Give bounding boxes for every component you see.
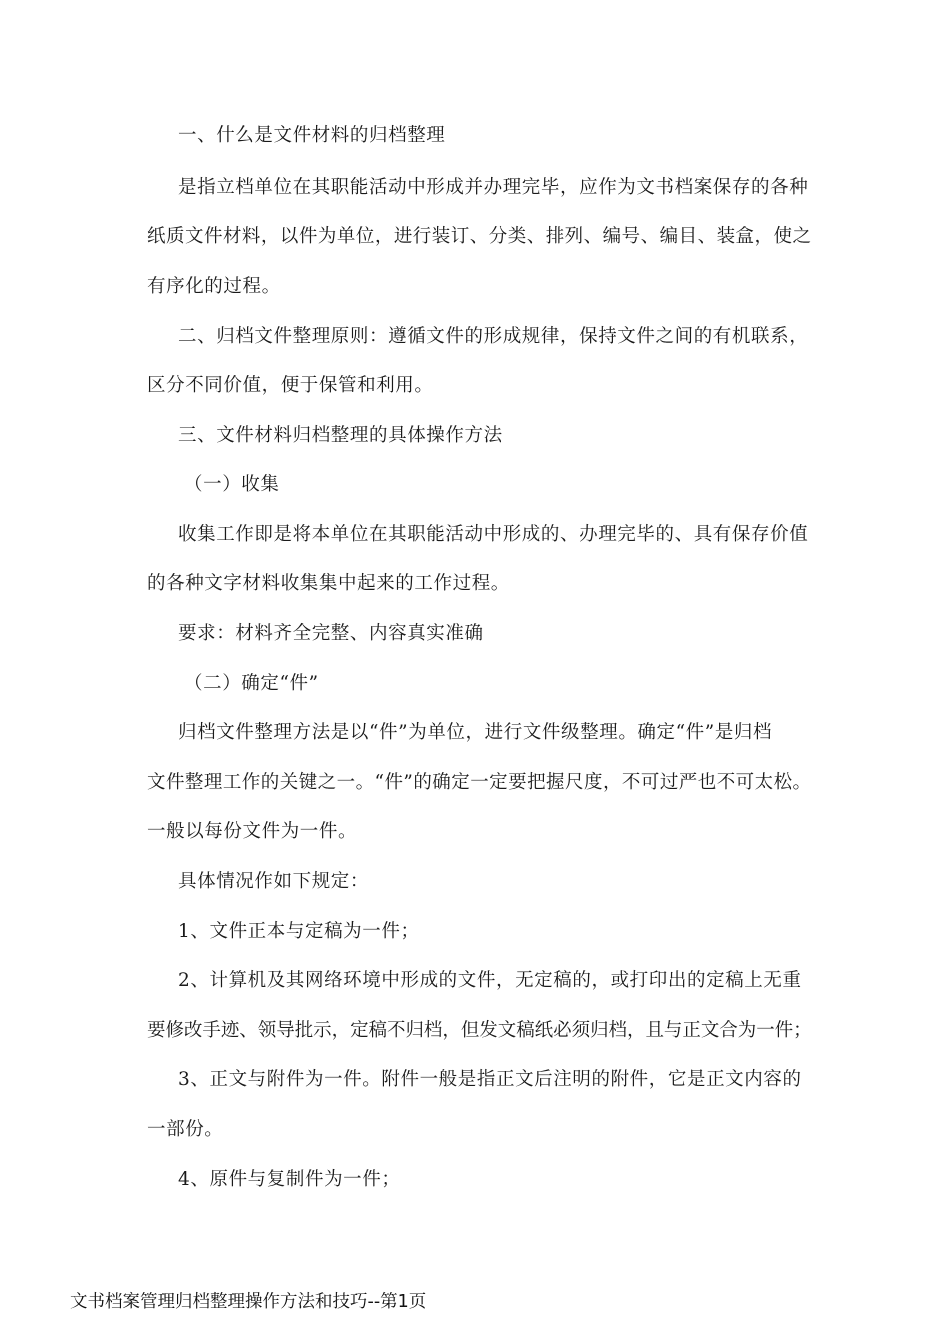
paragraph-line: 具体情况作如下规定： [178,871,370,892]
paragraph-line: 有序化的过程。 [147,276,281,297]
paragraph-line: 要修改手迹、领导批示，定稿不归档，但发文稿纸必须归档，且与正文合为一件； [147,1020,812,1041]
paragraph-line: 区分不同价值，便于保管和利用。 [147,375,434,396]
subheading-collect: （一）收集 [184,474,280,495]
subheading-determine: （二）确定“件” [184,673,319,694]
heading-2: 二、归档文件整理原则：遵循文件的形成规律，保持文件之间的有机联系， [178,326,809,347]
page-footer: 文书档案管理归档整理操作方法和技巧--第1页 [70,1292,427,1312]
paragraph-line: 一部份。 [147,1119,224,1140]
paragraph-line: 是指立档单位在其职能活动中形成并办理完毕，应作为文书档案保存的各种 [178,177,809,198]
paragraph-line: 的各种文字材料收集集中起来的工作过程。 [147,573,510,594]
list-item: 3、正文与附件为一件。附件一般是指正文后注明的附件，它是正文内容的 [178,1069,802,1090]
paragraph-line: 纸质文件材料，以件为单位，进行装订、分类、排列、编号、编目、装盒，使之 [147,226,812,247]
list-item: 4、原件与复制件为一件； [178,1169,401,1190]
paragraph-line: 文件整理工作的关键之一。“件”的确定一定要把握尺度，不可过严也不可太松。 [147,772,812,793]
heading-1: 一、什么是文件材料的归档整理 [178,125,446,146]
paragraph-line: 一般以每份文件为一件。 [147,821,358,842]
list-item: 2、计算机及其网络环境中形成的文件，无定稿的，或打印出的定稿上无重 [178,970,802,991]
paragraph-line: 收集工作即是将本单位在其职能活动中形成的、办理完毕的、具有保存价值 [178,524,809,545]
heading-3: 三、文件材料归档整理的具体操作方法 [178,425,503,446]
list-item: 1、文件正本与定稿为一件； [178,921,420,942]
requirement-line: 要求：材料齐全完整、内容真实准确 [178,623,484,644]
paragraph-line: 归档文件整理方法是以“件”为单位，进行文件级整理。确定“件”是归档 [178,722,773,743]
